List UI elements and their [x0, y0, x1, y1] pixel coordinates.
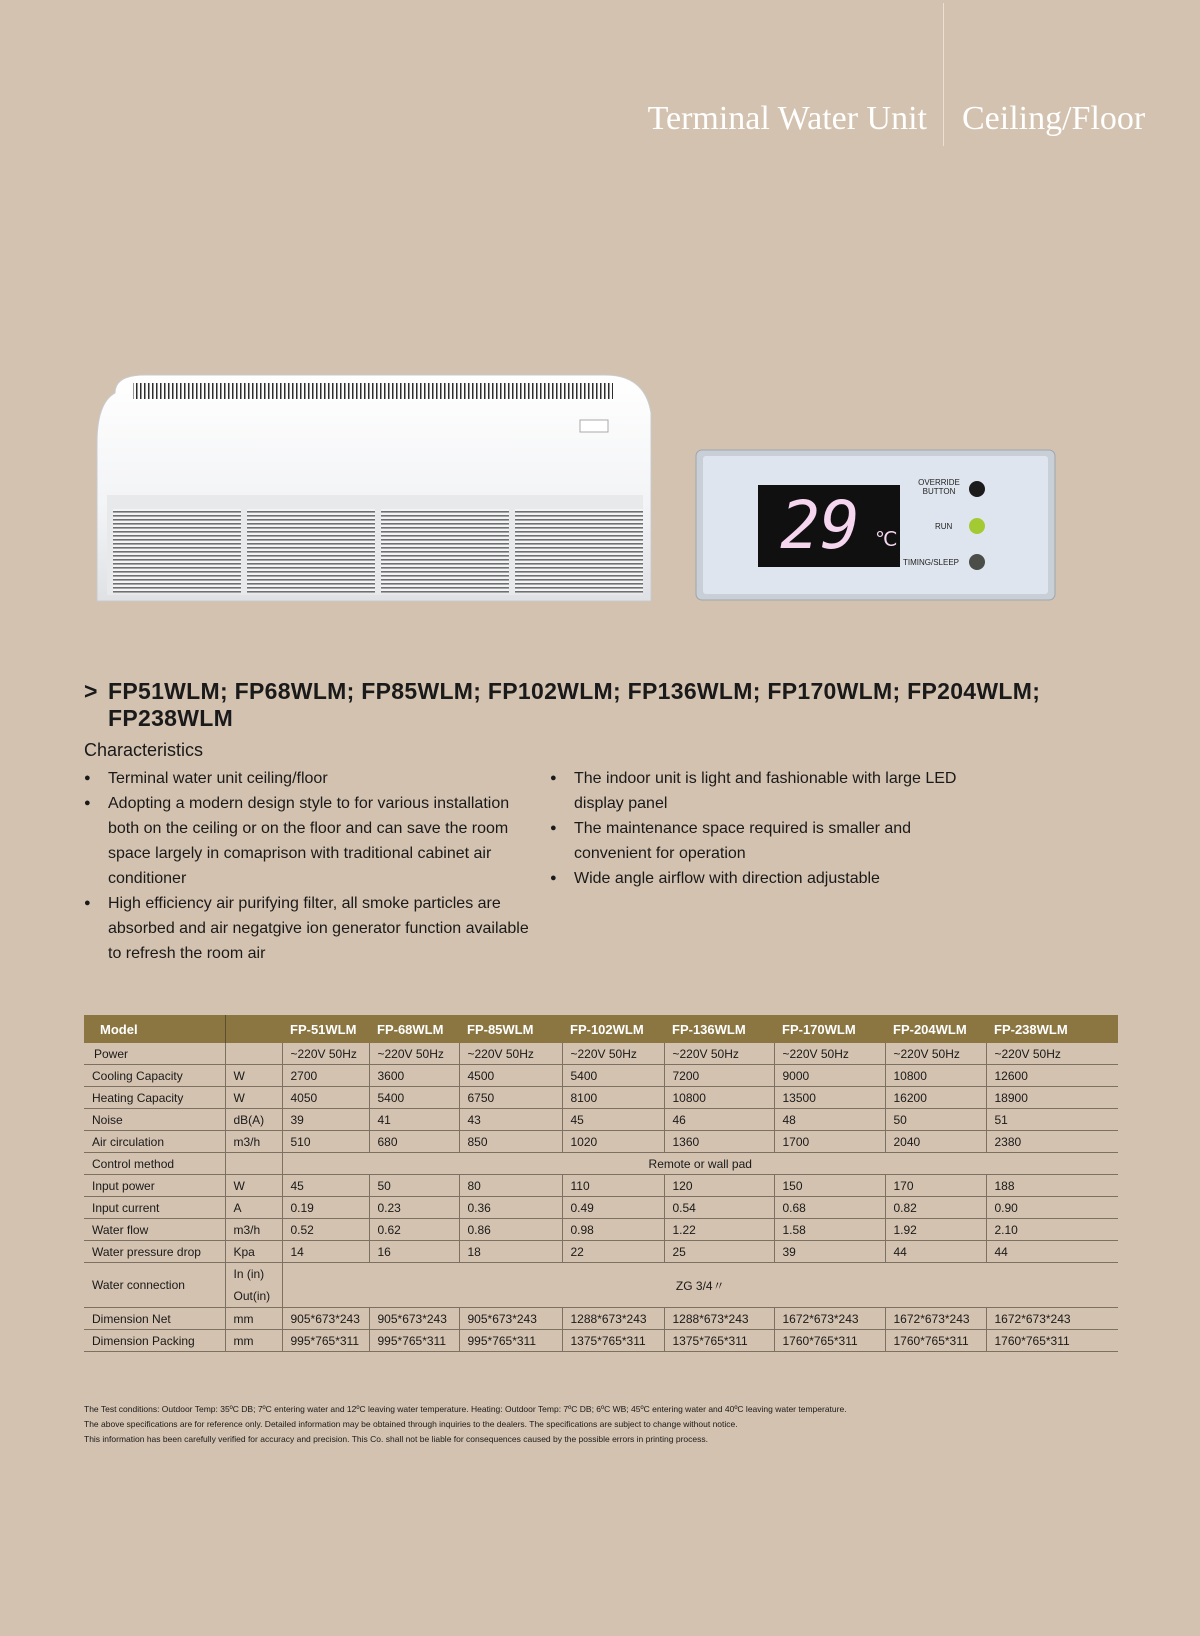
table-row — [84, 1131, 1118, 1153]
table-row — [84, 1308, 1118, 1330]
value-cell: 995*765*311 — [282, 1330, 369, 1352]
value-cell: 25 — [664, 1241, 774, 1263]
value-cell: 1672*673*243 — [986, 1308, 1118, 1330]
value-cell: 8100 — [562, 1087, 664, 1109]
table-row — [84, 1175, 1118, 1197]
table-row — [84, 1087, 1118, 1109]
row-unit — [225, 1043, 282, 1065]
characteristics-left-list — [84, 766, 534, 966]
model-column-header: FP-68WLM — [369, 1015, 459, 1043]
value-cell: 905*673*243 — [459, 1308, 562, 1330]
value-cell: 50 — [885, 1109, 986, 1131]
model-header: Model — [84, 1015, 225, 1043]
row-label: Control method — [84, 1153, 225, 1175]
value-cell: ~220V 50Hz — [986, 1043, 1118, 1065]
row-label: Input current — [84, 1197, 225, 1219]
value-cell: ~220V 50Hz — [774, 1043, 885, 1065]
timing-sleep-label: TIMING/SLEEP — [903, 558, 960, 567]
reference-note: The above specifications are for reference only. Detailed information may be obtained through inquiries to the dealers. The specifications are subject to change without notice. — [84, 1419, 738, 1429]
value-cell: 22 — [562, 1241, 664, 1263]
value-cell: 10800 — [885, 1065, 986, 1087]
list-item: ● Terminal water unit ceiling/floor — [84, 766, 534, 791]
row-label: Power — [84, 1043, 225, 1065]
value-cell: 39 — [774, 1241, 885, 1263]
row-unit: mm — [225, 1308, 282, 1330]
value-cell: 2700 — [282, 1065, 369, 1087]
table-header-row — [84, 1015, 1118, 1043]
row-unit: m3/h — [225, 1219, 282, 1241]
value-cell: 995*765*311 — [369, 1330, 459, 1352]
header-subtitle: Ceiling/Floor — [962, 100, 1146, 137]
value-cell: 1375*765*311 — [562, 1330, 664, 1352]
value-cell: 0.19 — [282, 1197, 369, 1219]
row-label: Cooling Capacity — [84, 1065, 225, 1087]
header-divider — [943, 3, 944, 146]
test-conditions-note: The Test conditions: Outdoor Temp: 35ºC DB; 7ºC entering water and 12ºC leaving water temperature. Heating: Outdoor Temp: 7ºC DB; 6ºC WB; 45ºC entering water and 40ºC leaving water temperature. — [84, 1404, 847, 1414]
value-cell: ~220V 50Hz — [459, 1043, 562, 1065]
row-unit: W — [225, 1087, 282, 1109]
value-cell: 51 — [986, 1109, 1118, 1131]
value-cell: 0.62 — [369, 1219, 459, 1241]
value-cell: 1288*673*243 — [664, 1308, 774, 1330]
value-cell: ~220V 50Hz — [562, 1043, 664, 1065]
temperature-unit: ℃ — [875, 529, 898, 551]
value-cell: 2380 — [986, 1131, 1118, 1153]
model-column-header: FP-51WLM — [282, 1015, 369, 1043]
specification-table — [84, 1015, 1118, 1352]
model-list-text: FP51WLM; FP68WLM; FP85WLM; FP102WLM; FP136WLM; FP170WLM; FP204WLM; FP238WLM — [108, 678, 1041, 731]
value-cell: 1020 — [562, 1131, 664, 1153]
ceiling-floor-unit-image — [95, 373, 653, 605]
value-cell: 150 — [774, 1175, 885, 1197]
row-label: Water pressure drop — [84, 1241, 225, 1263]
value-cell: 16200 — [885, 1087, 986, 1109]
value-cell: 1.58 — [774, 1219, 885, 1241]
table-row — [84, 1263, 1118, 1308]
row-unit: A — [225, 1197, 282, 1219]
value-cell: 0.52 — [282, 1219, 369, 1241]
model-column-header: FP-136WLM — [664, 1015, 774, 1043]
value-cell: 41 — [369, 1109, 459, 1131]
unit-in: In (in) — [233, 1267, 265, 1281]
row-unit: W — [225, 1175, 282, 1197]
row-unit: Kpa — [225, 1241, 282, 1263]
run-label: RUN — [935, 522, 953, 531]
value-cell: 0.23 — [369, 1197, 459, 1219]
value-cell: 1.92 — [885, 1219, 986, 1241]
value-cell: 44 — [986, 1241, 1118, 1263]
row-unit: W — [225, 1065, 282, 1087]
model-list-heading — [84, 678, 1124, 732]
heading-marker: > — [84, 678, 98, 704]
table-row — [84, 1109, 1118, 1131]
header-title: Terminal Water Unit — [647, 100, 927, 137]
display-window-icon — [580, 420, 608, 432]
value-cell: 18900 — [986, 1087, 1118, 1109]
value-cell: 1360 — [664, 1131, 774, 1153]
table-row — [84, 1241, 1118, 1263]
row-unit: m3/h — [225, 1131, 282, 1153]
value-cell: 45 — [562, 1109, 664, 1131]
row-unit: mm — [225, 1330, 282, 1352]
model-column-header: FP-170WLM — [774, 1015, 885, 1043]
value-cell: 4050 — [282, 1087, 369, 1109]
value-cell: 4500 — [459, 1065, 562, 1087]
value-cell: 1672*673*243 — [885, 1308, 986, 1330]
table-row — [84, 1330, 1118, 1352]
list-item: ● High efficiency air purifying filter, all smoke particles are absorbed and air negatgive ion generator function available to refresh the room air — [84, 891, 534, 966]
table-row — [84, 1197, 1118, 1219]
value-cell: 1375*765*311 — [664, 1330, 774, 1352]
value-cell: 16 — [369, 1241, 459, 1263]
value-cell: 5400 — [369, 1087, 459, 1109]
value-cell: 0.68 — [774, 1197, 885, 1219]
row-unit: dB(A) — [225, 1109, 282, 1131]
value-cell: 110 — [562, 1175, 664, 1197]
disclaimer-note: This information has been carefully verified for accuracy and precision. This Co. shall not be liable for consequences caused by the possible errors in printing process. — [84, 1434, 708, 1444]
value-cell: 120 — [664, 1175, 774, 1197]
value-cell: 680 — [369, 1131, 459, 1153]
value-cell: 46 — [664, 1109, 774, 1131]
footnotes — [84, 1402, 847, 1447]
value-cell: 1700 — [774, 1131, 885, 1153]
model-column-header: FP-85WLM — [459, 1015, 562, 1043]
value-cell: 45 — [282, 1175, 369, 1197]
value-cell: 905*673*243 — [282, 1308, 369, 1330]
value-cell: 80 — [459, 1175, 562, 1197]
value-cell: 0.90 — [986, 1197, 1118, 1219]
value-cell: 905*673*243 — [369, 1308, 459, 1330]
row-label: Air circulation — [84, 1131, 225, 1153]
list-item: ● Wide angle airflow with direction adjustable — [550, 866, 990, 891]
value-cell: 44 — [885, 1241, 986, 1263]
characteristics-right-list — [550, 766, 990, 891]
value-cell: 2040 — [885, 1131, 986, 1153]
row-label: Input power — [84, 1175, 225, 1197]
merged-value-cell: Remote or wall pad — [282, 1153, 1118, 1175]
value-cell: 14 — [282, 1241, 369, 1263]
value-cell: ~220V 50Hz — [369, 1043, 459, 1065]
value-cell: 850 — [459, 1131, 562, 1153]
value-cell: 50 — [369, 1175, 459, 1197]
table-row — [84, 1219, 1118, 1241]
value-cell: 7200 — [664, 1065, 774, 1087]
value-cell: 0.98 — [562, 1219, 664, 1241]
value-cell: 0.36 — [459, 1197, 562, 1219]
value-cell: 3600 — [369, 1065, 459, 1087]
table-row — [84, 1153, 1118, 1175]
value-cell: 1760*765*311 — [774, 1330, 885, 1352]
value-cell: 6750 — [459, 1087, 562, 1109]
wall-controller-panel — [695, 449, 1056, 601]
row-unit — [225, 1263, 282, 1308]
table-row — [84, 1043, 1118, 1065]
value-cell: 9000 — [774, 1065, 885, 1087]
value-cell: 12600 — [986, 1065, 1118, 1087]
value-cell: 0.86 — [459, 1219, 562, 1241]
value-cell: 0.49 — [562, 1197, 664, 1219]
table-row — [84, 1065, 1118, 1087]
row-unit — [225, 1153, 282, 1175]
value-cell: 48 — [774, 1109, 885, 1131]
value-cell: 1760*765*311 — [986, 1330, 1118, 1352]
unit-out: Out(in) — [233, 1289, 271, 1303]
list-item: ● The maintenance space required is smaller and convenient for operation — [550, 816, 990, 866]
row-label: Dimension Net — [84, 1308, 225, 1330]
value-cell: ~220V 50Hz — [885, 1043, 986, 1065]
characteristics-heading: Characteristics — [84, 740, 204, 760]
list-item: ● The indoor unit is light and fashionable with large LED display panel — [550, 766, 990, 816]
value-cell: 43 — [459, 1109, 562, 1131]
unit-header — [225, 1015, 282, 1043]
row-label: Dimension Packing — [84, 1330, 225, 1352]
value-cell: 1760*765*311 — [885, 1330, 986, 1352]
model-column-header: FP-204WLM — [885, 1015, 986, 1043]
value-cell: 5400 — [562, 1065, 664, 1087]
value-cell: 995*765*311 — [459, 1330, 562, 1352]
row-label: Water flow — [84, 1219, 225, 1241]
value-cell: 13500 — [774, 1087, 885, 1109]
row-label: Noise — [84, 1109, 225, 1131]
value-cell: 2.10 — [986, 1219, 1118, 1241]
row-label: Heating Capacity — [84, 1087, 225, 1109]
list-item: ● Adopting a modern design style to for various installation both on the ceiling or on the floor and can save the room space largely in comaprison with traditional cabinet air conditioner — [84, 791, 534, 891]
value-cell: 1.22 — [664, 1219, 774, 1241]
value-cell: 188 — [986, 1175, 1118, 1197]
value-cell: 170 — [885, 1175, 986, 1197]
value-cell: 39 — [282, 1109, 369, 1131]
temperature-readout: 29 — [780, 487, 860, 564]
value-cell: 510 — [282, 1131, 369, 1153]
value-cell: 1288*673*243 — [562, 1308, 664, 1330]
value-cell: 10800 — [664, 1087, 774, 1109]
row-label: Water connection — [84, 1263, 225, 1308]
value-cell: 0.82 — [885, 1197, 986, 1219]
value-cell: 1672*673*243 — [774, 1308, 885, 1330]
override-button-label: OVERRIDE BUTTON — [918, 478, 960, 496]
model-column-header: FP-102WLM — [562, 1015, 664, 1043]
value-cell: ~220V 50Hz — [282, 1043, 369, 1065]
model-column-header: FP-238WLM — [986, 1015, 1118, 1043]
value-cell: ~220V 50Hz — [664, 1043, 774, 1065]
value-cell: 18 — [459, 1241, 562, 1263]
value-cell: 0.54 — [664, 1197, 774, 1219]
merged-value-cell: ZG 3/4〃 — [282, 1263, 1118, 1308]
